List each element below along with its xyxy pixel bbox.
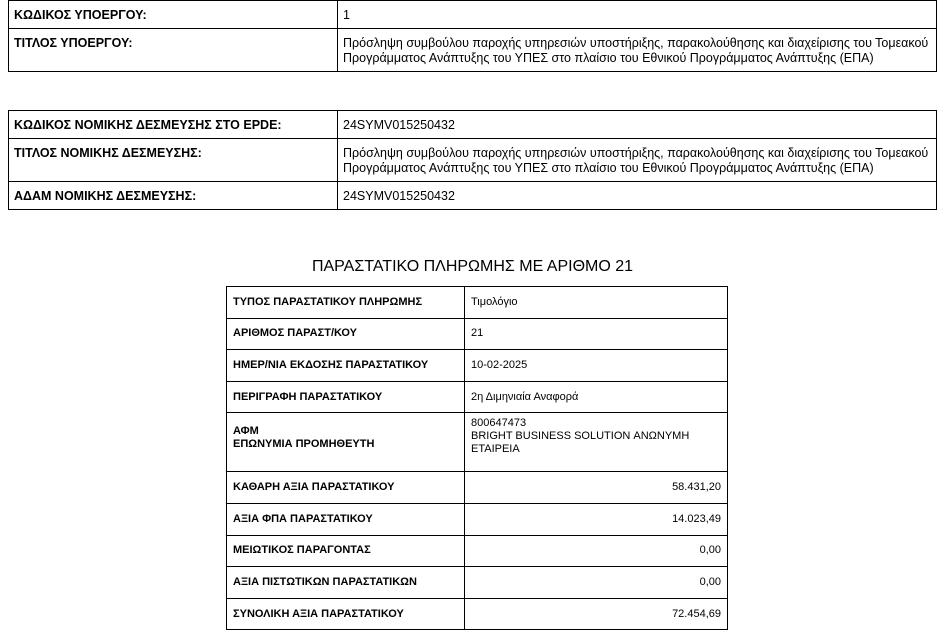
doc-reduction-row [227, 535, 728, 567]
doc-supplier-labels [227, 413, 465, 472]
doc-supplier-value: BRIGHT BUSINESS SOLUTION ΑΝΩΝΥΜΗ ΕΤΑΙΡΕΙΑ [471, 430, 690, 456]
project-info-table [8, 0, 937, 72]
doc-type-label: ΤΥΠΟΣ ΠΑΡΑΣΤΑΤΙΚΟΥ ΠΛΗΡΩΜΗΣ [227, 287, 465, 319]
doc-net-label: ΚΑΘΑΡΗ ΑΞΙΑ ΠΑΡΑΣΤΑΤΙΚΟΥ [227, 472, 465, 504]
doc-number-label: ΑΡΙΘΜΟΣ ΠΑΡΑΣΤ/ΚΟΥ [227, 318, 465, 350]
doc-date-value: 10-02-2025 [465, 350, 728, 382]
doc-supplier-values [465, 413, 728, 472]
project-title-row [9, 29, 937, 72]
doc-afm-value: 800647473 [471, 417, 527, 430]
project-code-label: ΚΩΔΙΚΟΣ ΥΠΟΕΡΓΟΥ: [9, 1, 338, 29]
doc-number-row [227, 318, 728, 350]
doc-afm-label: ΑΦΜ [233, 425, 259, 438]
legal-title-row [9, 139, 937, 182]
doc-date-row [227, 350, 728, 382]
legal-adam-row [9, 182, 937, 210]
doc-desc-row [227, 381, 728, 413]
doc-reduction-label: ΜΕΙΩΤΙΚΟΣ ΠΑΡΑΓΟΝΤΑΣ [227, 535, 465, 567]
project-code-value: 1 [338, 1, 937, 29]
doc-total-value: 72.454,69 [465, 598, 728, 630]
doc-desc-label: ΠΕΡΙΓΡΑΦΗ ΠΑΡΑΣΤΑΤΙΚΟΥ [227, 381, 465, 413]
legal-code-row [9, 111, 937, 139]
doc-type-row [227, 287, 728, 319]
doc-net-row [227, 472, 728, 504]
legal-code-label: ΚΩΔΙΚΟΣ ΝΟΜΙΚΗΣ ΔΕΣΜΕΥΣΗΣ ΣΤΟ ΕΡDE: [9, 111, 338, 139]
doc-supplier-row [227, 413, 728, 472]
doc-supplier-label: ΕΠΩΝΥΜΙΑ ΠΡΟΜΗΘΕΥΤΗ [233, 438, 375, 451]
doc-date-label: ΗΜΕΡ/ΝΙΑ ΕΚΔΟΣΗΣ ΠΑΡΑΣΤΑΤΙΚΟΥ [227, 350, 465, 382]
doc-credit-row [227, 567, 728, 599]
doc-total-label: ΣΥΝΟΛΙΚΗ ΑΞΙΑ ΠΑΡΑΣΤΑΤΙΚΟΥ [227, 598, 465, 630]
doc-total-row [227, 598, 728, 630]
project-title-label: ΤΙΤΛΟΣ ΥΠΟΕΡΓΟΥ: [9, 29, 338, 72]
doc-reduction-value: 0,00 [465, 535, 728, 567]
legal-title-value: Πρόσληψη συμβούλου παροχής υπηρεσιών υποστήριξης, παρακολούθησης και διαχείρισης του Τομεακού Προγράμματος Ανάπτυξης του ΥΠΕΣ στο πλαίσιο του Εθνικού Προγράμματος Ανάπτυξης (ΕΠΑ) [338, 139, 937, 182]
doc-credit-label: ΑΞΙΑ ΠΙΣΤΩΤΙΚΩΝ ΠΑΡΑΣΤΑΤΙΚΩΝ [227, 567, 465, 599]
doc-net-value: 58.431,20 [465, 472, 728, 504]
doc-number-value: 21 [465, 318, 728, 350]
doc-type-value: Τιμολόγιο [465, 287, 728, 319]
doc-vat-row [227, 503, 728, 535]
legal-title-label: ΤΙΤΛΟΣ ΝΟΜΙΚΗΣ ΔΕΣΜΕΥΣΗΣ: [9, 139, 338, 182]
project-code-row [9, 1, 937, 29]
legal-commitment-table [8, 110, 937, 210]
doc-desc-value: 2η Διμηνιαία Αναφορά [465, 381, 728, 413]
payment-doc-table [226, 286, 728, 630]
legal-adam-label: ΑΔΑΜ ΝΟΜΙΚΗΣ ΔΕΣΜΕΥΣΗΣ: [9, 182, 338, 210]
doc-vat-label: ΑΞΙΑ ΦΠΑ ΠΑΡΑΣΤΑΤΙΚΟΥ [227, 503, 465, 535]
payment-doc-heading: ΠΑΡΑΣΤΑΤΙΚΟ ΠΛΗΡΩΜΗΣ ΜΕ ΑΡΙΘΜΟ 21 [311, 258, 634, 275]
doc-credit-value: 0,00 [465, 567, 728, 599]
legal-adam-value: 24SYMV015250432 [338, 182, 937, 210]
legal-code-value: 24SYMV015250432 [338, 111, 937, 139]
doc-vat-value: 14.023,49 [465, 503, 728, 535]
project-title-value: Πρόσληψη συμβούλου παροχής υπηρεσιών υποστήριξης, παρακολούθησης και διαχείρισης του Τομεακού Προγράμματος Ανάπτυξης του ΥΠΕΣ στο πλαίσιο του Εθνικού Προγράμματος Ανάπτυξης (ΕΠΑ) [338, 29, 937, 72]
